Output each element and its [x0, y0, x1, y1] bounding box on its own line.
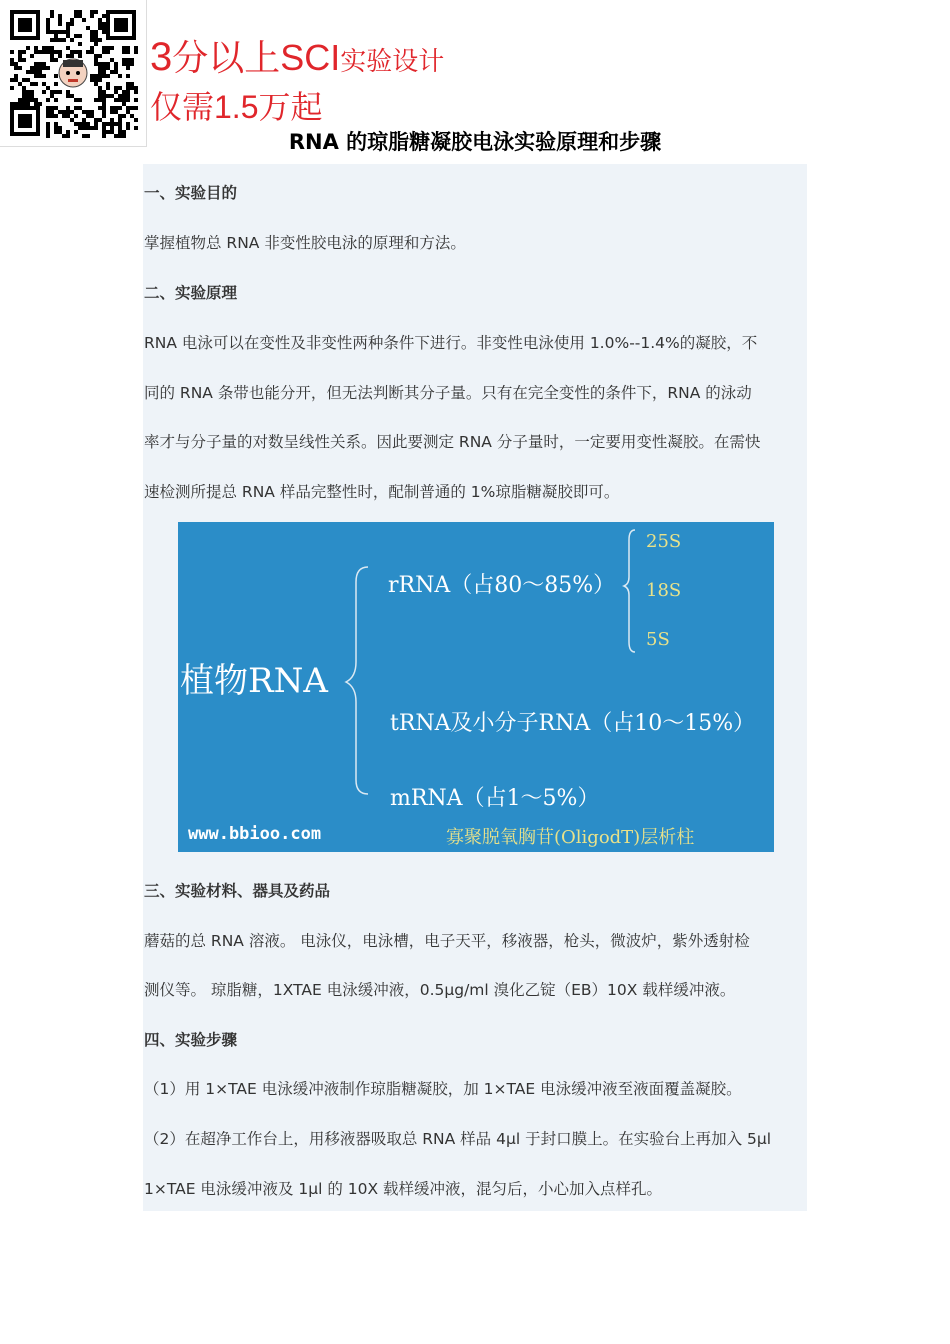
section-2-line-3: 率才与分子量的对数呈线性关系。因此要测定 RNA 分子量时，一定要用变性凝胶。在需快 [144, 433, 761, 451]
promo-text-small: 实验设计 [340, 46, 445, 76]
figure-5s-label: 5S [646, 629, 670, 650]
figure-25s-label: 25S [646, 531, 682, 552]
section-4-step-2: （2）在超净工作台上，用移液器吸取总 RNA 样品 4μl 于封口膜上。在实验台上再加入 5μl [144, 1130, 772, 1148]
figure-watermark: www.bbioo.com [188, 824, 322, 844]
section-4-step-2-cont: 1×TAE 电泳缓冲液及 1μl 的 10X 载样缓冲液，混匀后，小心加入点样孔。 [144, 1180, 663, 1198]
section-4-heading: 四、实验步骤 [144, 1031, 238, 1049]
main-brace [346, 567, 368, 794]
promo-number: 3 [150, 35, 173, 79]
figure-18s-label: 18S [646, 580, 682, 601]
section-2-line-1: RNA 电泳可以在变性及非变性两种条件下进行。非变性电泳使用 1.0%--1.4%的凝胶，不 [144, 334, 758, 352]
figure-root-label: 植物RNA [180, 661, 328, 701]
section-3-heading: 三、实验材料、器具及药品 [144, 882, 331, 900]
qr-code [0, 0, 147, 147]
section-2-heading: 二、实验原理 [144, 284, 238, 302]
promo-price: 仅需1.5万起 [150, 89, 323, 125]
promo-headline [150, 30, 444, 81]
figure-mrna-label: mRNA（占1～5%） [390, 786, 600, 811]
section-1-paragraph: 掌握植物总 RNA 非变性胶电泳的原理和方法。 [144, 234, 466, 252]
qr-code-icon [8, 8, 138, 138]
page-title: RNA 的琼脂糖凝胶电泳实验原理和步骤 [288, 130, 662, 154]
section-3-line-1: 蘑菇的总 RNA 溶液。 电泳仪，电泳槽，电子天平，移液器，枪头，微波炉，紫外透射检 [144, 932, 750, 950]
section-2-line-2: 同的 RNA 条带也能分开，但无法判断其分子量。只有在完全变性的条件下，RNA 的泳动 [144, 384, 752, 402]
rna-classification-figure [178, 522, 774, 852]
figure-trna-label: tRNA及小分子RNA（占10～15%） [390, 711, 756, 736]
section-2-line-4: 速检测所提总 RNA 样品完整性时，配制普通的 1%琼脂糖凝胶即可。 [144, 483, 620, 501]
figure-column-label: 寡聚脱氧胸苷(OligodT)层析柱 [446, 827, 695, 848]
promo-text-mid: 分以上SCI [172, 37, 341, 78]
rrna-brace [624, 530, 635, 652]
section-3-line-2: 测仪等。 琼脂糖，1XTAE 电泳缓冲液，0.5μg/ml 溴化乙锭（EB）10X 载样缓冲液。 [144, 981, 736, 999]
figure-rrna-label: rRNA（占80～85%） [388, 573, 616, 598]
section-1-heading: 一、实验目的 [144, 184, 238, 202]
section-4-step-1: （1）用 1×TAE 电泳缓冲液制作琼脂糖凝胶，加 1×TAE 电泳缓冲液至液面覆盖凝胶。 [144, 1080, 742, 1098]
